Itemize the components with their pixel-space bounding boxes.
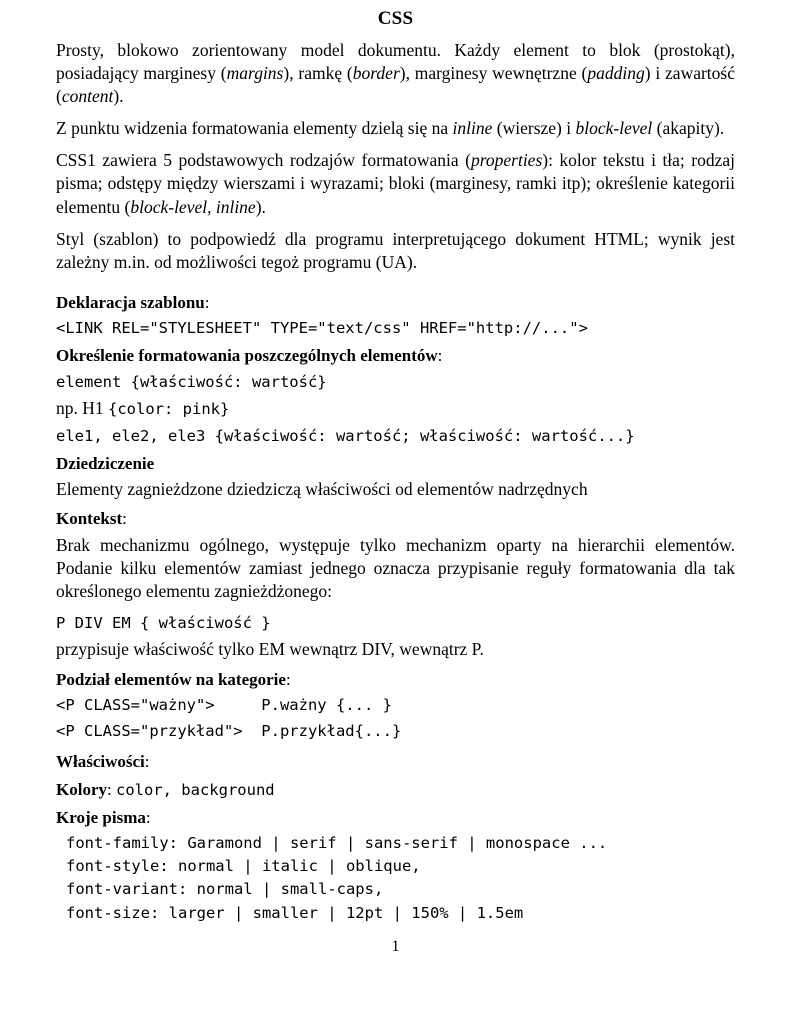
heading-inheritance-label: Dziedziczenie (56, 454, 155, 474)
paragraph-model-seg-1: margins (226, 63, 284, 84)
heading-properties-suffix: : (144, 751, 150, 771)
code-font-family: font-family: Garamond | serif | sans-serif | monospace ... (66, 833, 608, 852)
paragraph-css1-seg-4: ). (255, 196, 266, 217)
heading-context (56, 508, 735, 530)
paragraph-model-seg-7: content (61, 86, 114, 107)
heading-formatting (56, 345, 735, 367)
paragraph-css1-properties (56, 149, 735, 218)
spacer (56, 283, 735, 286)
paragraph-model-seg-6: ) i zawartość ( (56, 63, 735, 107)
code-font-style: font-style: normal | italic | oblique, (66, 857, 421, 876)
heading-declaration (56, 292, 735, 314)
example-h1-prefix: np. H1 (56, 397, 104, 418)
heading-categories-label: Podział elementów na kategorie (56, 669, 286, 689)
paragraph-style-hint-seg-0: Styl (szablon) to podpowiedź dla programu interpretującego dokument HTML; wynik jest zależny m.in. od możliwości tegoż programu (UA). (56, 228, 735, 272)
code-colors-values: color, background (115, 780, 275, 799)
heading-context-label: Kontekst (56, 509, 123, 529)
paragraph-css1-seg-1: properties (470, 150, 543, 171)
code-p-div-em: P DIV EM { właściwość } (56, 613, 271, 632)
paragraph-model-seg-8: ). (113, 86, 124, 107)
code-element-property: element {właściwość: wartość} (56, 372, 327, 391)
text-context: Brak mechanizmu ogólnego, występuje tylko mechanizm oparty na hierarchii elementów. Podanie kilku elementów zamiast jednego oznacza przypisanie reguły formatowania dla tak określonego elementu zagnieżdżonego: (56, 534, 735, 601)
paragraph-inline-block-seg-1: inline (452, 118, 493, 139)
heading-colors-label: Kolory (56, 779, 107, 799)
paragraph-css1-seg-2: ): kolor tekstu i tła; rodzaj pisma; odstępy między wierszami i wyrazami; bloki (marginesy, ramki itp); określenie kategorii elementu ( (56, 150, 735, 217)
heading-declaration-suffix: : (204, 292, 210, 312)
heading-categories-suffix: : (285, 669, 291, 689)
code-font-variant: font-variant: normal | small-caps, (66, 880, 384, 899)
paragraph-model-seg-0: Prosty, blokowo zorientowany model dokumentu. Każdy element to blok (prostokąt), posiadający marginesy ( (56, 40, 735, 84)
paragraph-inline-block-seg-2: (wiersze) i (492, 118, 576, 139)
paragraph-style-hint (56, 228, 735, 274)
page-title: CSS (377, 8, 414, 29)
example-h1-code: {color: pink} (108, 399, 230, 418)
paragraph-model-seg-4: ), marginesy wewnętrzne ( (399, 63, 588, 84)
heading-fonts (56, 807, 735, 829)
paragraph-inline-block-seg-3: block-level (575, 118, 653, 139)
code-link-declaration: <LINK REL="STYLESHEET" TYPE="text/css" HREF="http://..."> (56, 318, 588, 337)
paragraph-inline-block (56, 117, 735, 140)
code-multi-element: ele1, ele2, ele3 {właściwość: wartość; właściwość: wartość...} (56, 426, 635, 445)
paragraph-css1-seg-0: CSS1 zawiera 5 podstawowych rodzajów formatowania ( (56, 150, 471, 171)
heading-properties-label: Właściwości (56, 751, 145, 771)
heading-categories (56, 669, 735, 691)
paragraph-model-seg-3: border (352, 63, 400, 84)
code-font-size: font-size: larger | smaller | 12pt | 150% | 1.5em (66, 903, 524, 922)
heading-context-suffix: : (122, 509, 127, 529)
heading-colors-suffix: : (107, 779, 112, 799)
text-context-note: przypisuje właściwość tylko EM wewnątrz DIV, wewnątrz P. (56, 639, 484, 660)
code-class-wazny: <P CLASS="ważny"> P.ważny {... } (56, 695, 392, 714)
heading-formatting-suffix: : (437, 346, 443, 366)
paragraph-model-seg-2: ), ramkę ( (283, 63, 353, 84)
example-h1-color (56, 397, 735, 421)
heading-properties (56, 751, 735, 773)
heading-colors (56, 779, 735, 801)
paragraph-css1-seg-3: block-level, inline (130, 196, 256, 217)
heading-fonts-suffix: : (145, 807, 151, 827)
heading-inheritance (56, 453, 735, 475)
paragraph-model-seg-5: padding (587, 63, 645, 84)
code-class-przyklad: <P CLASS="przykład"> P.przykład{...} (56, 722, 402, 741)
code-font-properties (56, 832, 735, 925)
paragraph-model (56, 39, 735, 108)
text-inheritance: Elementy zagnieżdzone dziedziczą właściwości od elementów nadrzędnych (56, 479, 588, 500)
page-number: 1 (391, 938, 400, 955)
paragraph-inline-block-seg-0: Z punktu widzenia formatowania elementy dzielą się na (56, 118, 453, 139)
paragraph-inline-block-seg-4: (akapity). (652, 118, 725, 139)
heading-declaration-label: Deklaracja szablonu (56, 292, 205, 312)
heading-fonts-label: Kroje pisma (56, 807, 146, 827)
heading-formatting-label: Określenie formatowania poszczególnych elementów (56, 346, 438, 366)
